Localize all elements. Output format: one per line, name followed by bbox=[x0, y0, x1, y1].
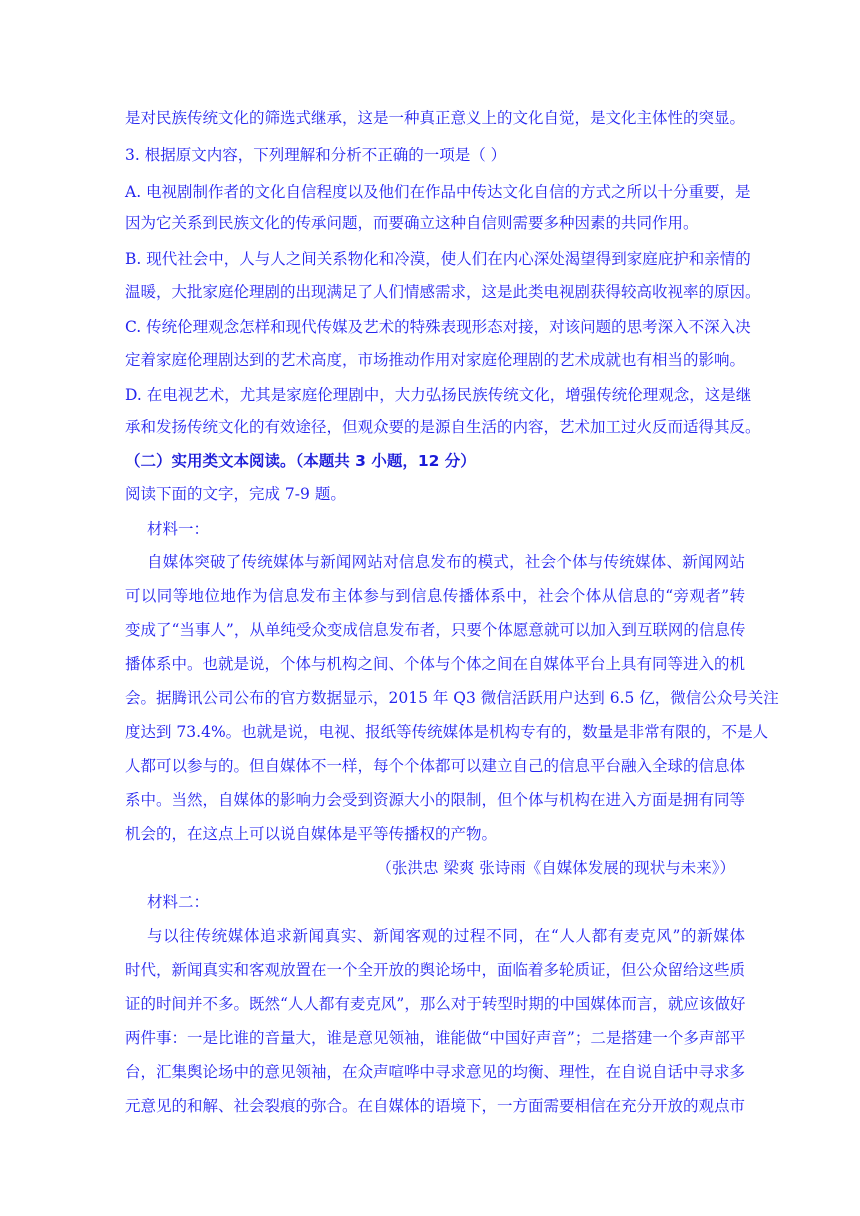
option-b-line-1: B. 现代社会中，人与人之间关系物化和冷漠，使人们在内心深处渴望得到家庭庇护和亲情的 bbox=[125, 250, 751, 268]
material-2-line: 时代，新闻真实和客观放置在一个全开放的舆论场中，面临着多轮质证，但公众留给这些质 bbox=[125, 961, 746, 979]
material-1-line: 系中。当然，自媒体的影响力会受到资源大小的限制，但个体与机构在进入方面是拥有同等 bbox=[125, 791, 746, 809]
question-3: 3. 根据原文内容，下列理解和分析不正确的一项是（ ） bbox=[125, 146, 507, 164]
material-2-label: 材料二： bbox=[147, 893, 210, 911]
material-1-line: 自媒体突破了传统媒体与新闻网站对信息发布的模式，社会个体与传统媒体、新闻网站 bbox=[147, 553, 745, 571]
option-d-line-2: 承和发扬传统文化的有效途径，但观众要的是源自生活的内容，艺术加工过火反而适得其反。 bbox=[125, 418, 761, 436]
material-1-line: 播体系中。也就是说，个体与机构之间、个体与个体之间在自媒体平台上具有同等进入的机 bbox=[125, 655, 746, 673]
option-c-line-1: C. 传统伦理观念怎样和现代传媒及艺术的特殊表现形态对接，对该问题的思考深入不深入决 bbox=[125, 318, 751, 336]
material-2-line: 元意见的和解、社会裂痕的弥合。在自媒体的语境下，一方面需要相信在充分开放的观点市 bbox=[125, 1097, 746, 1115]
material-2-line: 两件事：一是比谁的音量大，谁是意见领袖，谁能做“中国好声音”；二是搭建一个多声部平 bbox=[125, 1029, 746, 1047]
option-b-line-2: 温暖，大批家庭伦理剧的出现满足了人们情感需求，这是此类电视剧获得较高收视率的原因。 bbox=[125, 283, 761, 301]
material-2-line: 台，汇集舆论场中的意见领袖，在众声喧哗中寻求意见的均衡、理性，在自说自话中寻求多 bbox=[125, 1063, 746, 1081]
material-1-label: 材料一： bbox=[147, 520, 210, 538]
section-heading: （二）实用类文本阅读。（本题共 3 小题，12 分） bbox=[125, 452, 476, 470]
material-2-line: 与以往传统媒体追求新闻真实、新闻客观的过程不同，在“人人都有麦克风”的新媒体 bbox=[147, 927, 745, 945]
material-1-line: 机会的，在这点上可以说自媒体是平等传播权的产物。 bbox=[125, 825, 498, 843]
paragraph-line: 是对民族传统文化的筛选式继承，这是一种真正意义上的文化自觉，是文化主体性的突显。 bbox=[125, 109, 746, 127]
instruction: 阅读下面的文字，完成 7-9 题。 bbox=[125, 485, 346, 503]
option-d-line-1: D. 在电视艺术，尤其是家庭伦理剧中，大力弘扬民族传统文化，增强传统伦理观念，这是继 bbox=[125, 386, 752, 404]
option-c-line-2: 定着家庭伦理剧达到的艺术高度，市场推动作用对家庭伦理剧的艺术成就也有相当的影响。 bbox=[125, 351, 746, 369]
option-a-line-1: A. 电视剧制作者的文化自信程度以及他们在作品中传达文化自信的方式之所以十分重要，是 bbox=[125, 183, 751, 201]
option-a-line-2: 因为它关系到民族文化的传承问题，而要确立这种自信则需要多种因素的共同作用。 bbox=[125, 214, 699, 232]
material-1-line: 可以同等地位地作为信息发布主体参与到信息传播体系中，社会个体从信息的“旁观者”转 bbox=[125, 587, 745, 605]
material-1-line: 度达到 73.4%。也就是说，电视、报纸等传统媒体是机构专有的，数量是非常有限的，不是人 bbox=[125, 723, 769, 741]
material-2-line: 证的时间并不多。既然“人人都有麦克风”，那么对于转型时期的中国媒体而言，就应该做好 bbox=[125, 995, 746, 1013]
material-1-source: （张洪忠 梁爽 张诗雨《自媒体发展的现状与未来》） bbox=[376, 859, 735, 877]
material-1-line: 变成了“当事人”，从单纯受众变成信息发布者，只要个体愿意就可以加入到互联网的信息传 bbox=[125, 621, 746, 639]
material-1-line: 人都可以参与的。但自媒体不一样，每个个体都可以建立自己的信息平台融入全球的信息体 bbox=[125, 757, 746, 775]
material-1-line: 会。据腾讯公司公布的官方数据显示，2015 年 Q3 微信活跃用户达到 6.5 亿，微信公众号关注 bbox=[125, 689, 779, 707]
